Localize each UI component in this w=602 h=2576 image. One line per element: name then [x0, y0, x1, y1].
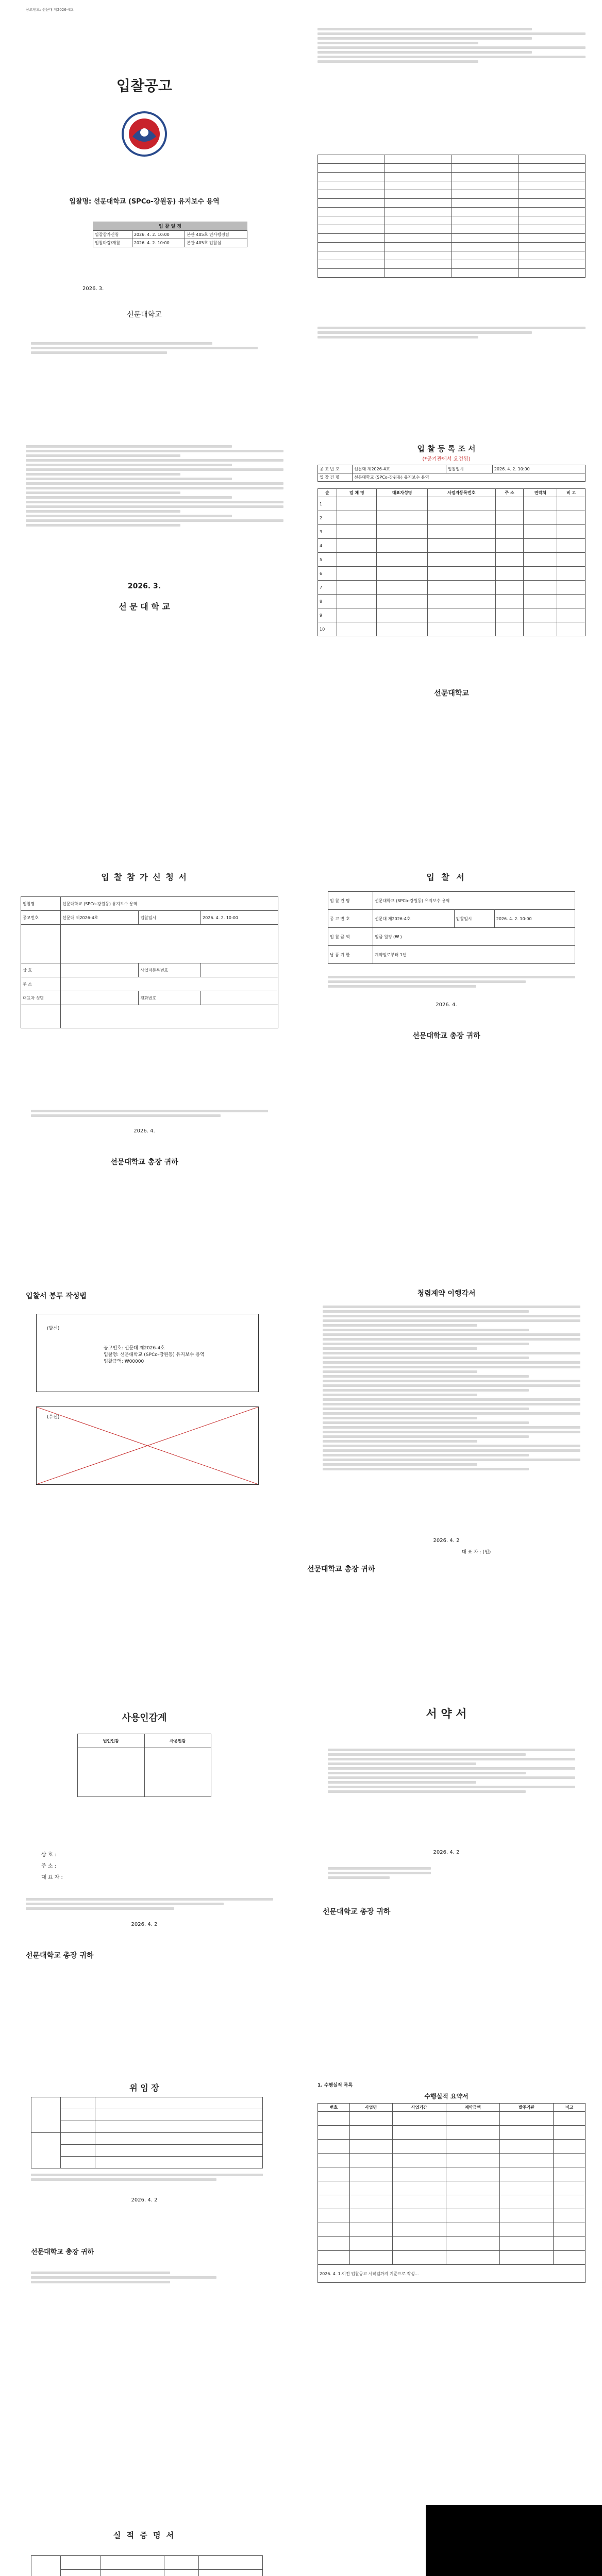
receiver-label: (수신): [47, 1415, 60, 1420]
table-row: 공 고 번 호 선문대 제2026-4호 입찰일시 2026. 4. 2. 10:00: [328, 910, 575, 928]
register-note: (*공기관에서 요건됨): [422, 456, 471, 462]
seal-footer: 선문대학교 총장 귀하: [26, 1952, 94, 1960]
envelope-line: 공고번호: 선문대 제2026-4호: [104, 1346, 165, 1351]
oath-footer: 선문대학교 총장 귀하: [323, 1908, 391, 1916]
page-notice-continued: [10, 433, 304, 711]
pledge-date: 2026. 4. 2: [433, 1538, 460, 1544]
poa-table: [31, 2097, 263, 2168]
table-row: 대표자 성명 전화번호: [21, 991, 278, 1005]
qualification-table: [317, 155, 586, 278]
notice-footer-date: 2026. 3.: [127, 582, 161, 590]
poa-date: 2026. 4. 2: [131, 2197, 158, 2203]
page-bid-form: [307, 860, 601, 1211]
page-envelope-guide: [10, 1278, 304, 1546]
pledge-signer: 대 표 자 : (인): [462, 1550, 491, 1555]
envelope-line: 입찰금액: ₩00000: [104, 1359, 144, 1364]
seal-field: 상 호 :: [41, 1852, 57, 1858]
envelope-back-box: [36, 1406, 259, 1485]
cert-title: 실 적 증 명 서: [113, 2531, 176, 2540]
oath-title: 서 약 서: [426, 1708, 467, 1721]
page-performance-summary: [307, 2071, 601, 2339]
page-power-of-attorney: [10, 2071, 304, 2401]
body-line: [31, 351, 167, 354]
oath-date: 2026. 4. 2: [433, 1850, 460, 1855]
application-table: [21, 896, 278, 1028]
bid-form-table: [328, 891, 575, 964]
envelope-box: [36, 1314, 259, 1392]
page-oath: [307, 1680, 601, 2009]
cert-table: [31, 2555, 263, 2576]
table-row: 입 찰 건 명 선문대학교 (SPCo-강원동) 유지보수 용역: [318, 473, 586, 482]
page-performance-certificate: [10, 2514, 304, 2576]
university-emblem-icon: [121, 111, 168, 157]
table-header-row: 번호 사업명 사업기간 계약금액 발주기관 비고: [318, 2104, 586, 2112]
blank-area: [426, 2505, 602, 2576]
perf-title: 수행실적 요약서: [424, 2093, 469, 2100]
table-row: 공고번호 선문대 제2026-4호 입찰일시 2026. 4. 2. 10:00: [21, 911, 278, 925]
doc-header: 공고번호: 선문대 제2026-4호: [26, 8, 74, 12]
page-seal-registration: [10, 1680, 304, 2009]
application-date: 2026. 4.: [133, 1128, 155, 1134]
envelope-diagonal-icon: [37, 1407, 258, 1484]
notice-footer-org: 선 문 대 학 교: [119, 602, 170, 612]
table-row: 입찰마감/개찰 2026. 4. 2. 10:00 본관 405호 입찰실: [93, 239, 247, 247]
table-row: 입 찰 건 명 선문대학교 (SPCo-강원동) 유지보수 용역: [328, 892, 575, 910]
perf-table: [317, 2103, 586, 2283]
poa-footer: 선문대학교 총장 귀하: [31, 2248, 94, 2256]
seal-title: 사용인감계: [122, 1713, 167, 1723]
bid-form-date: 2026. 4.: [436, 1002, 457, 1008]
bid-subtitle: 입찰명: 선문대학교 (SPCo-강원동) 유지보수 용역: [69, 198, 220, 206]
seal-date: 2026. 4. 2: [131, 1922, 158, 1927]
page-bid-register: [307, 433, 601, 721]
body-line: [31, 347, 258, 349]
pledge-title: 청렴계약 이행각서: [417, 1290, 476, 1298]
table-row: 상 호 사업자등록번호: [21, 963, 278, 977]
table-row: 입 찰 금 액 일금 원정 (₩ ): [328, 928, 575, 946]
page-notice-detail: [307, 5, 601, 417]
bid-form-footer: 선문대학교 총장 귀하: [412, 1032, 480, 1040]
seal-table: [77, 1734, 211, 1797]
envelope-title: 입찰서 봉투 작성법: [26, 1292, 87, 1300]
register-info-table: [317, 465, 586, 482]
application-title: 입 찰 참 가 신 청 서: [101, 872, 188, 882]
notice-org: 선문대학교: [127, 311, 162, 319]
register-title: 입 찰 등 록 조 서: [417, 444, 476, 453]
pledge-footer: 선문대학교 총장 귀하: [307, 1565, 375, 1573]
envelope-line: 입찰명: 선문대학교 (SPCo-강원동) 유지보수 용역: [104, 1352, 205, 1358]
page-bid-notice: [10, 5, 304, 417]
perf-section: 1. 수행실적 목록: [317, 2083, 353, 2088]
table-row: 납 품 기 한 계약일로부터 1년: [328, 946, 575, 964]
table-header-row: 법인인감 사용인감: [78, 1734, 211, 1748]
page-title: 입찰공고: [116, 77, 173, 94]
table-header-row: 순 업 체 명 대표자성명 사업자등록번호 주 소 연락처 비 고: [318, 489, 586, 497]
schedule-section-label: 입 찰 일 정: [93, 222, 247, 230]
table-row: 주 소: [21, 977, 278, 991]
register-company-table: 순 업 체 명 대표자성명 사업자등록번호 주 소 연락처 비 고 1 2 3 4 5 6 7 8 9 10: [317, 488, 586, 636]
perf-note: 2026. 4. 1.이전 입찰공고 시작일까지 기준으로 작성...: [318, 2265, 586, 2283]
application-footer: 선문대학교 총장 귀하: [110, 1158, 178, 1166]
seal-field: 주 소 :: [41, 1863, 57, 1869]
page-bid-application: [10, 860, 304, 1211]
table-row: 입찰참가신청 2026. 4. 2. 10:00 본관 405호 민사행정팀: [93, 231, 247, 239]
schedule-table: [93, 230, 247, 247]
page-integrity-pledge: [307, 1278, 601, 1659]
body-line: [31, 342, 212, 345]
sender-label: (발신): [47, 1326, 60, 1331]
table-row: 공 고 번 호 선문대 제2026-4호 입찰일시 2026. 4. 2. 10:00: [318, 465, 586, 473]
table-row: 입찰명 선문대학교 (SPCo-강원동) 유지보수 용역: [21, 897, 278, 911]
poa-title: 위 임 장: [129, 2083, 159, 2093]
register-footer: 선문대학교: [434, 689, 469, 698]
bid-form-title: 입 찰 서: [426, 872, 466, 882]
seal-field: 대 표 자 :: [41, 1875, 63, 1880]
notice-date: 2026. 3.: [82, 286, 104, 292]
